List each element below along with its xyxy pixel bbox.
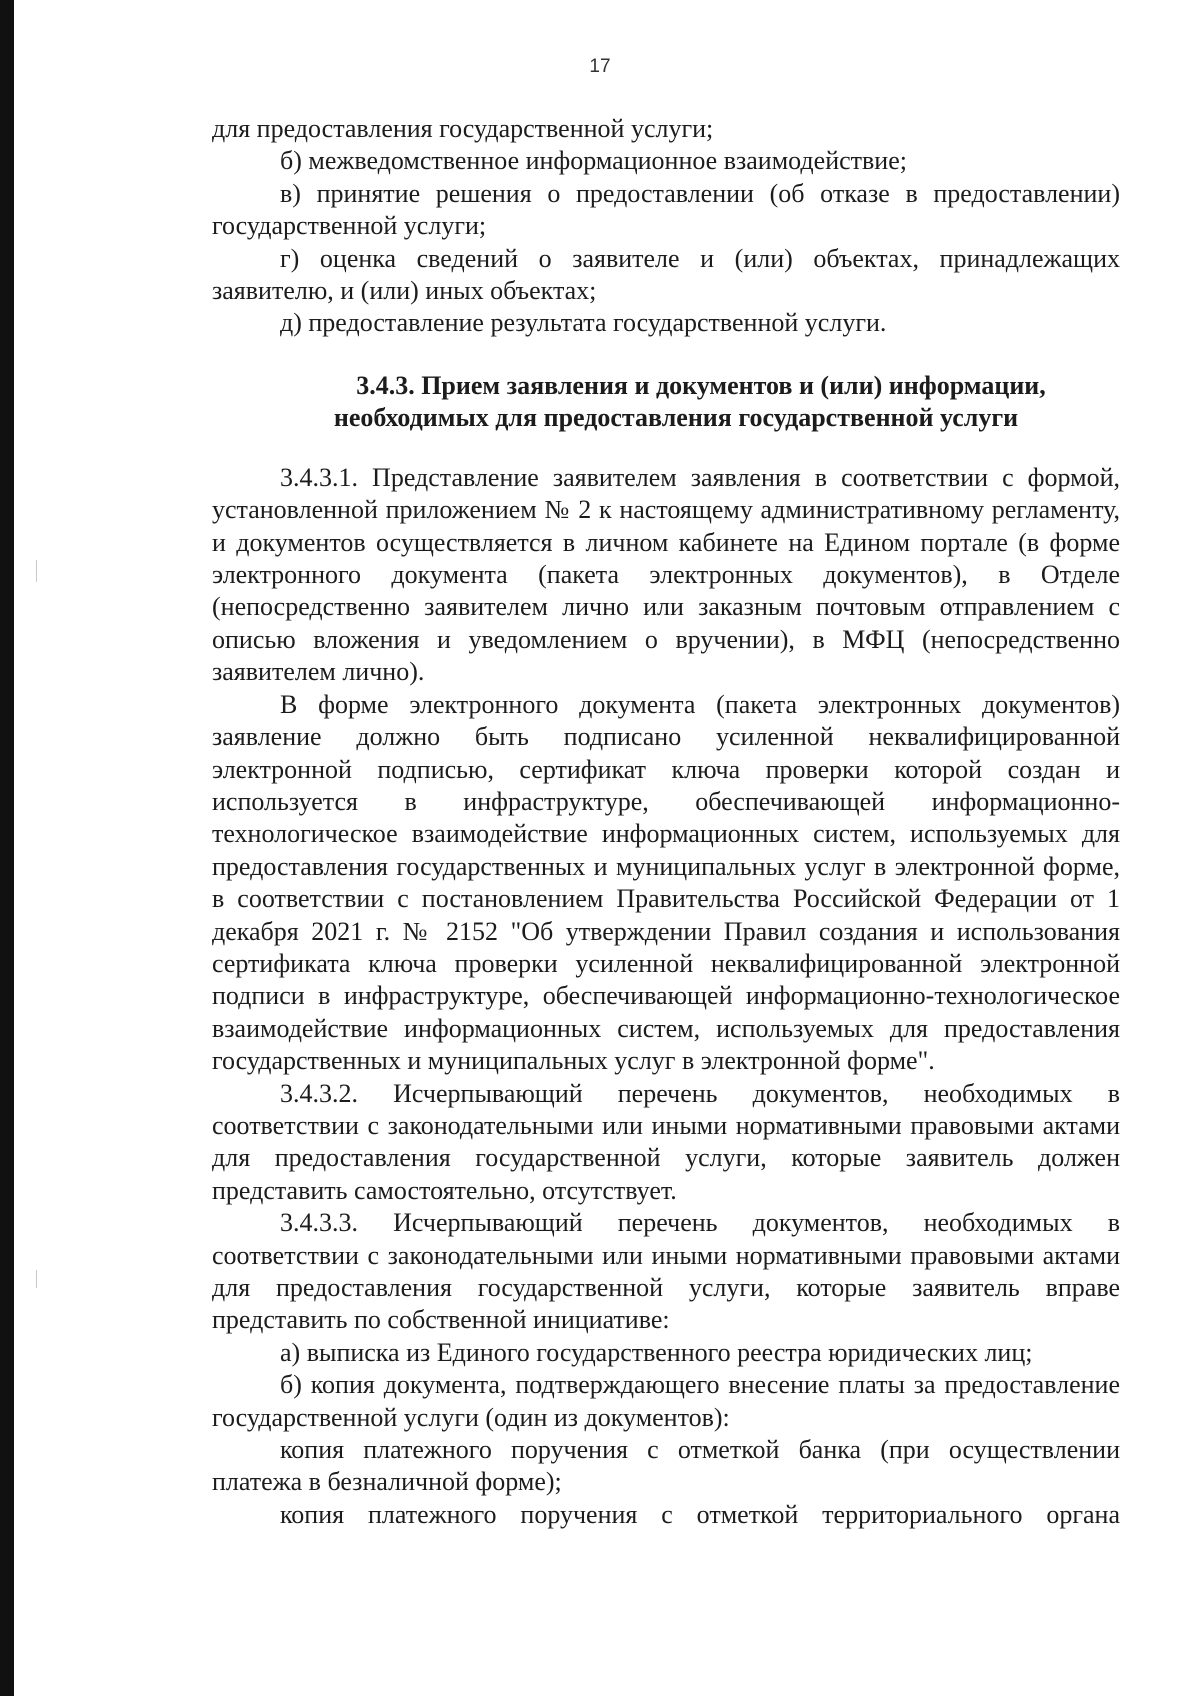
document-body [212,113,1120,1531]
page-number: 17 [589,56,611,77]
section-heading [212,370,1120,434]
scan-border [0,0,14,1696]
intro-line: для предоставления государственной услуги; [212,114,714,143]
intro-item-v: в) принятие решения о предоставлении (об отказе в предоставлении) государственной услуги; [212,178,1120,241]
list-item-copy-1: копия платежного поручения с отметкой банка (при осуществлении платежа в безналичной форме); [212,1435,1120,1497]
list-item-copy-2: копия платежного поручения с отметкой территориального органа [280,1499,1120,1529]
scan-artifact [36,1270,37,1288]
paragraph-3-4-3-3: 3.4.3.3. Исчерпывающий перечень документов, необходимых в соответствии с законодательными или иными нормативными правовыми актами для предоставления государственной услуги, которые заявитель вправе представить по собственной инициативе: [212,1208,1120,1335]
intro-item-b: б) межведомственное информационное взаимодействие; [280,146,907,176]
list-item-b: б) копия документа, подтверждающего внесение платы за предоставление государственной услуги (один из документов): [212,1370,1120,1432]
section-heading-line-1: 3.4.3. Прием заявления и документов и (или) информации, [356,370,1046,400]
list-item-a: а) выписка из Единого государственного реестра юридических лиц; [280,1337,1033,1367]
intro-item-g: г) оценка сведений о заявителе и (или) объектах, принадлежащих заявителю, и (или) иных объектах; [212,243,1120,306]
intro-item-d: д) предоставление результата государственной услуги. [280,308,887,338]
paragraph-3-4-3-1: 3.4.3.1. Представление заявителем заявления в соответствии с формой, установленной приложением № 2 к настоящему административному регламенту, и документов осуществляется в личном кабинете на Едином портале (в форме электронного документа (пакета электронных документов), в Отделе (непосредственно заявителем лично или заказным почтовым отправлением с описью вложения и уведомлением о вручении), в МФЦ (непосредственно заявителем лично). [212,462,1120,687]
paragraph-electronic-form: В форме электронного документа (пакета электронных документов) заявление должно быть подписано усиленной неквалифицированной электронной подписью, сертификат ключа проверки которой создан и используется в инфраструктуре, обеспечивающей информационно-технологическое взаимодействие информационных систем, используемых для предоставления государственных и муниципальных услуг в электронной форме, в соответствии с постановлением Правительства Российской Федерации от 1 декабря 2021 г. № 2152 "Об утверждении Правил создания и использования сертификата ключа проверки усиленной неквалифицированной электронной подписи в инфраструктуре, обеспечивающей информационно-технологическое взаимодействие информационных систем, используемых для предоставления государственных и муниципальных услуг в электронной форме". [212,689,1120,1076]
section-heading-line-2: необходимых для предоставления государственной услуги [333,402,1019,432]
paragraph-3-4-3-2: 3.4.3.2. Исчерпывающий перечень документов, необходимых в соответствии с законодательными или иными нормативными правовыми актами для предоставления государственной услуги, которые заявитель должен представить самостоятельно, отсутствует. [212,1078,1120,1205]
scan-artifact [36,560,37,582]
